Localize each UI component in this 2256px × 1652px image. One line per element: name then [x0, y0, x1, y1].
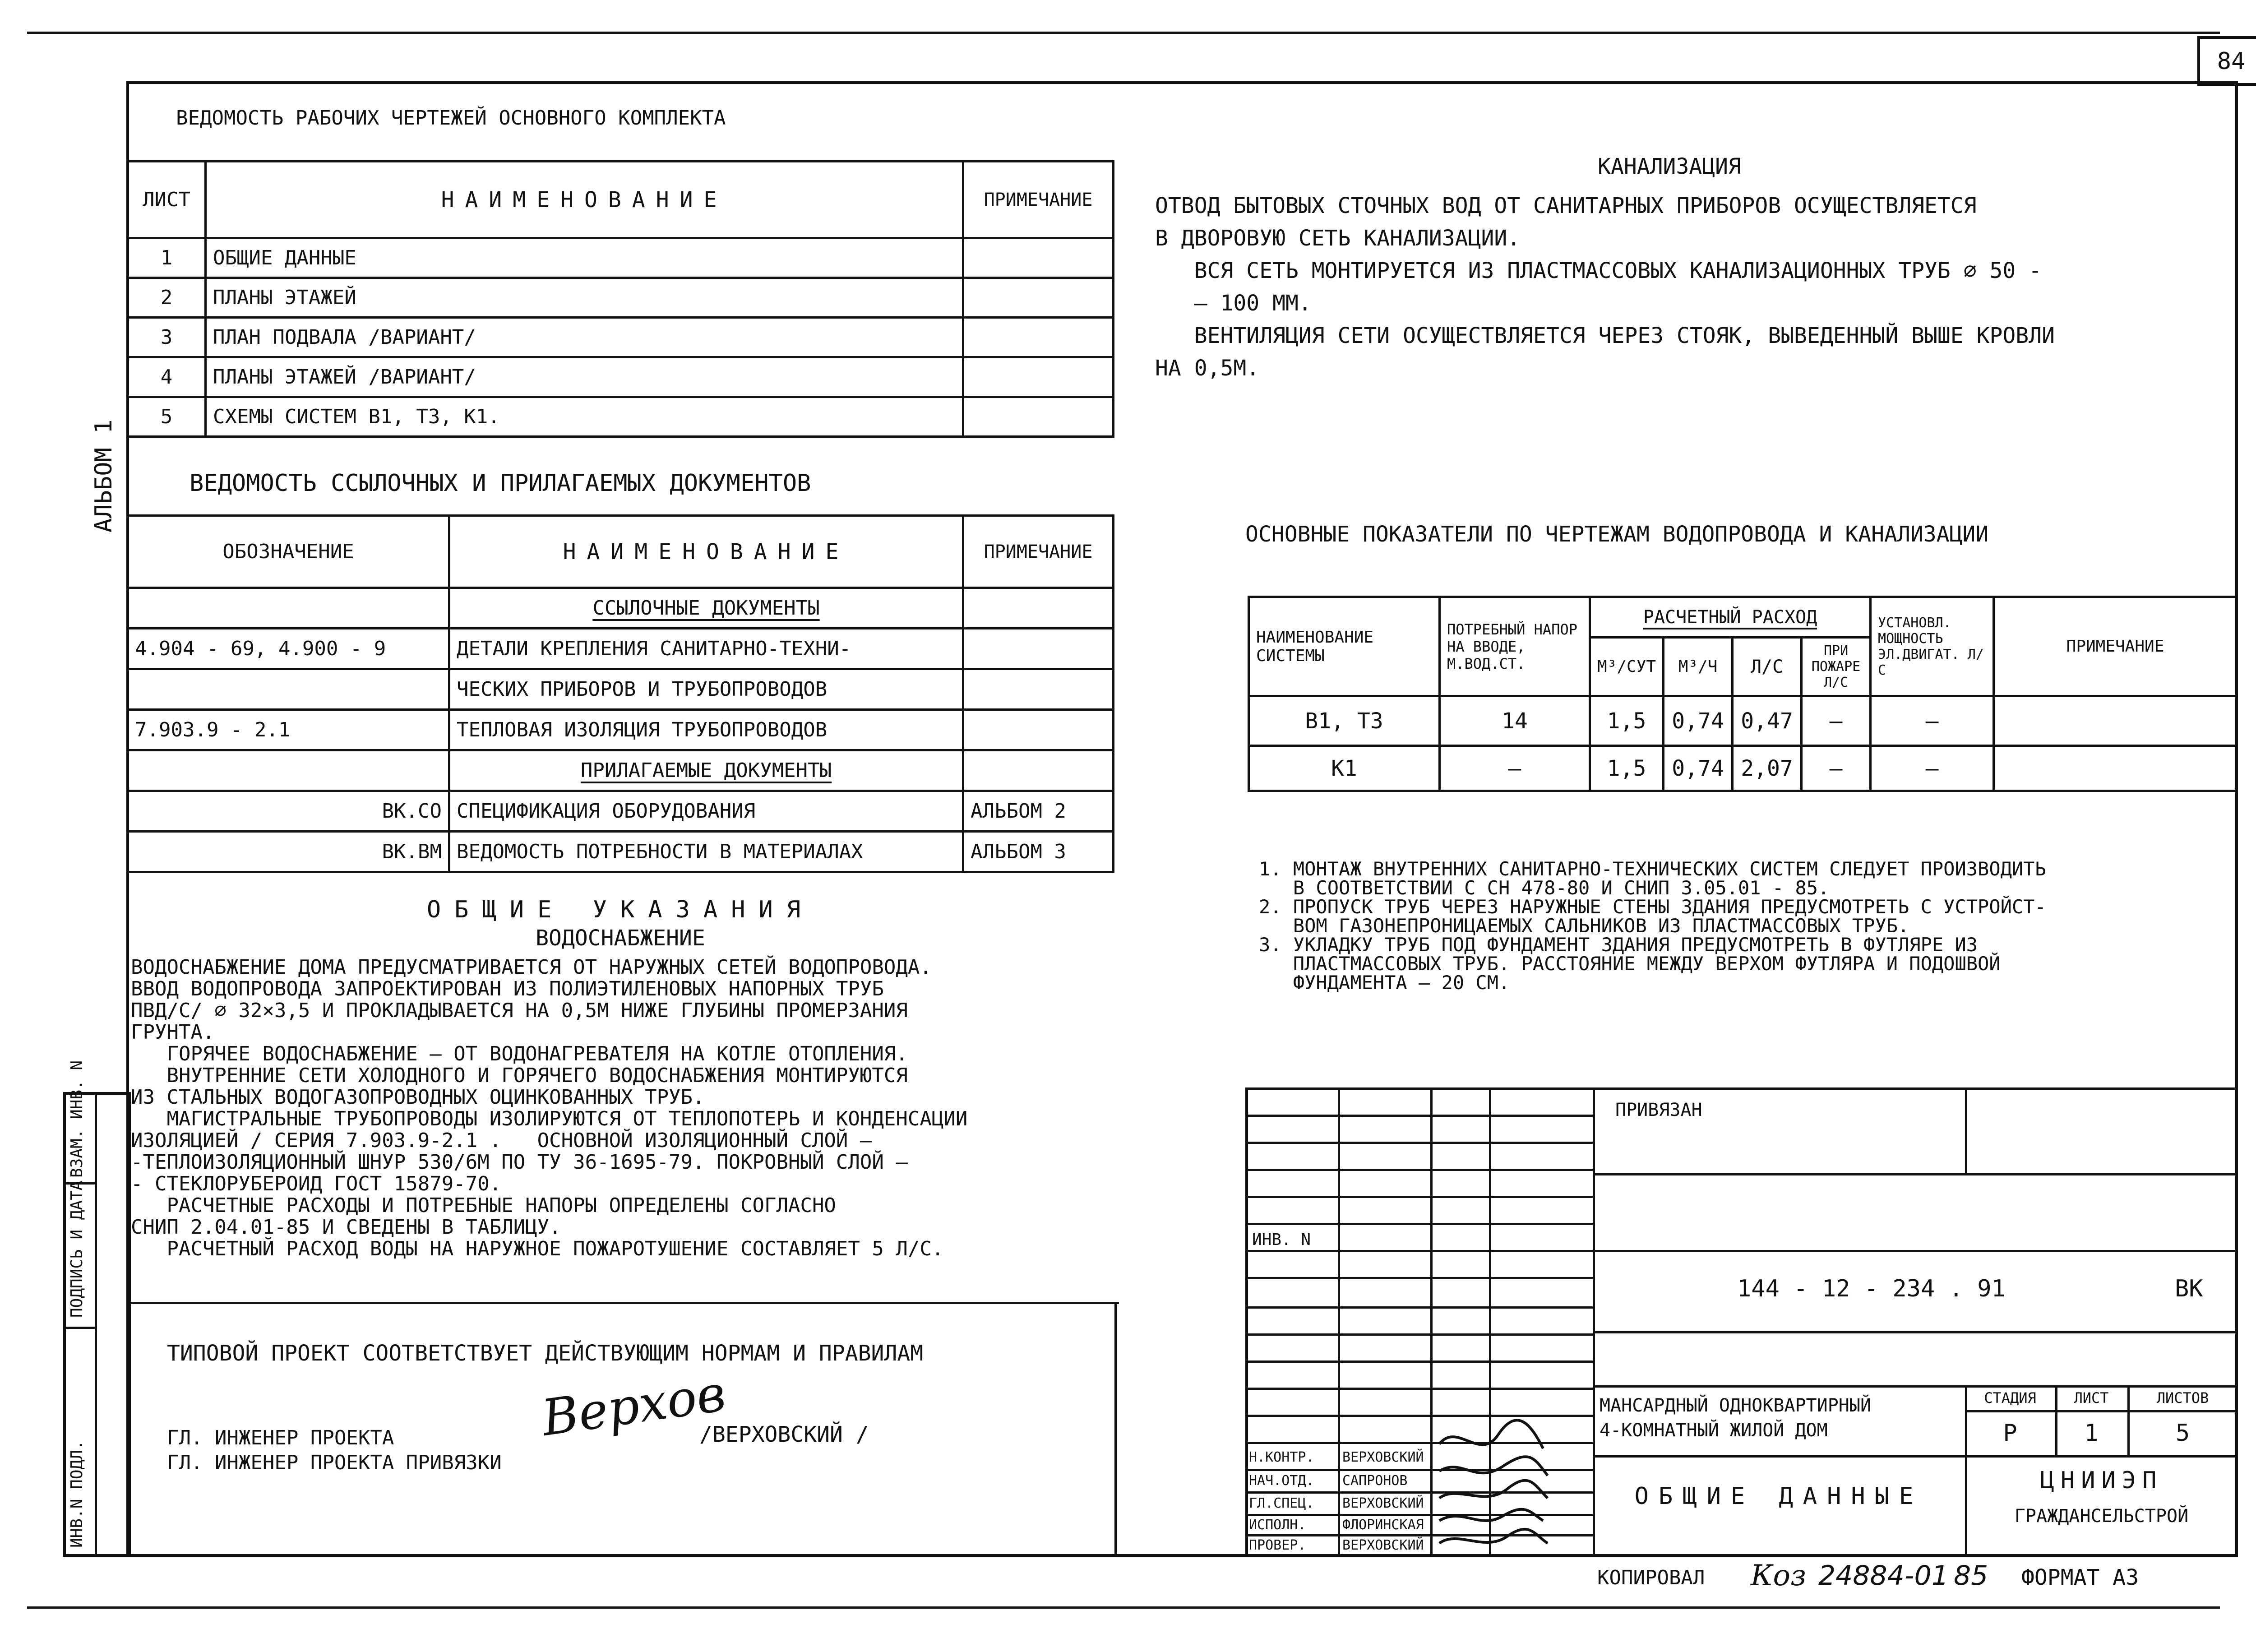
archive-number: 24884-01 — [1818, 1560, 1949, 1592]
sheet-value: 1 — [2084, 1420, 2099, 1447]
col-header-m3h: М³/Ч — [1664, 638, 1733, 696]
general-text: ВОДОСНАБЖЕНИЕ ДОМА ПРЕДУСМАТРИВАЕТСЯ ОТ НАРУЖНЫХ СЕТЕЙ ВОДОПРОВОДА. ВВОД ВОДОПРОВОДА ЗАПРОЕКТИРОВАН ИЗ ПОЛИЭТИЛЕНОВЫХ НАПОРНЫХ ТРУБ ПВД/С/ ⌀ 32×3,5 И ПРОКЛАДЫВАЕТСЯ НА 0,5М НИЖЕ ГЛУБИНЫ ПРОМЕРЗАНИЯ ГРУНТА. ГОРЯЧЕЕ ВОДОСНАБЖЕНИЕ – ОТ ВОДОНАГРЕВАТЕЛЯ НА КОТЛЕ ОТОПЛЕНИЯ. ВНУТРЕННИЕ СЕТИ ХОЛОДНОГО И ГОРЯЧЕГО ВОДОСНАБЖЕНИЯ МОНТИРУЮТСЯ ИЗ СТАЛЬНЫХ ВОДОГАЗОПРОВОДНЫХ ОЦИНКОВАННЫХ ТРУБ. МАГИСТРАЛЬНЫЕ ТРУБОПРОВОДЫ ИЗОЛИРУЮТСЯ ОТ ТЕПЛОПОТЕРЬ И КОНДЕНСАЦИИ ИЗОЛЯЦИЕЙ / СЕРИЯ 7.903.9-2.1 . ОСНОВНОЙ ИЗОЛЯЦИОННЫЙ СЛОЙ – -ТЕПЛОИЗОЛЯЦИОННЫЙ ШНУР 530/6М ПО ТУ 36-1695-79. ПОКРОВНЫЙ СЛОЙ – - СТЕКЛОРУБЕРОИД ГОСТ 15879-70. РАСЧЕТНЫЕ РАСХОДЫ И ПОТРЕБНЫЕ НАПОРЫ ОПРЕДЕЛЕНЫ СОГЛАСНО СНИП 2.04.01-85 И СВЕДЕНЫ В ТАБЛИЦУ. РАСЧЕТНЫЙ РАСХОД ВОДЫ НА НАРУЖНОЕ ПОЖАРОТУШЕНИЕ СОСТАВЛЯЕТ 5 Л/С. — [131, 956, 968, 1260]
kanal-text: ОТВОД БЫТОВЫХ СТОЧНЫХ ВОД ОТ САНИТАРНЫХ ПРИБОРОВ ОСУЩЕСТВЛЯЕТСЯ В ДВОРОВУЮ СЕТЬ КАНАЛИЗАЦИИ. ВСЯ СЕТЬ МОНТИРУЕТСЯ ИЗ ПЛАСТМАССОВЫХ КАНАЛИЗАЦИОННЫХ ТРУБ ⌀ 50 - – 100 ММ. ВЕНТИЛЯЦИЯ СЕТИ ОСУЩЕСТВЛЯЕТСЯ ЧЕРЕЗ СТОЯК, ВЫВЕДЕННЫЙ ВЫШЕ КРОВЛИ НА 0,5М. — [1155, 193, 2055, 381]
organization-line2: ГРАЖДАНСЕЛЬСТРОЙ — [2014, 1506, 2189, 1527]
col-header-note: ПРИМЕЧАНИЕ — [963, 162, 1114, 238]
role-signatures — [1430, 1381, 1593, 1557]
role-name: ВЕРХОВСКИЙ — [1342, 1449, 1424, 1465]
sheet-header: ЛИСТ — [2074, 1389, 2109, 1407]
role-label: НАЧ.ОТД. — [1249, 1473, 1314, 1489]
privyazan-label: ПРИВЯЗАН — [1615, 1100, 1702, 1120]
col-header-note: ПРИМЕЧАНИЕ — [1994, 597, 2237, 696]
sheets-value: 5 — [2175, 1420, 2190, 1447]
table-row: 4.904 - 69, 4.900 - 9 ДЕТАЛИ КРЕПЛЕНИЯ САНИТАРНО-ТЕХНИ- — [128, 629, 1114, 669]
table-row: В1, Т3 14 1,5 0,74 0,47 — — — [1249, 696, 2237, 746]
indicators-table — [1248, 596, 2238, 792]
role-name: САПРОНОВ — [1342, 1473, 1408, 1489]
col-header-note: ПРИМЕЧАНИЕ — [963, 516, 1114, 588]
table-row: 3 ПЛАН ПОДВАЛА /ВАРИАНТ/ — [128, 318, 1114, 357]
kanal-title: КАНАЛИЗАЦИЯ — [1598, 154, 1741, 179]
col-header-flow: РАСЧЕТНЫЙ РАСХОД — [1590, 597, 1871, 638]
col-header-name: НАИМЕНОВАНИЕ — [449, 516, 963, 588]
table-row: ЧЕСКИХ ПРИБОРОВ И ТРУБОПРОВОДОВ — [128, 669, 1114, 710]
project-code: 144 - 12 - 234 . 91 — [1737, 1275, 2006, 1302]
copied-label: КОПИРОВАЛ — [1597, 1566, 1705, 1589]
col-header-ls: Л/С — [1733, 638, 1802, 696]
chief-engineer-label: ГЛ. ИНЖЕНЕР ПРОЕКТА — [167, 1426, 394, 1449]
chief-engineer-binding-label: ГЛ. ИНЖЕНЕР ПРОЕКТА ПРИВЯЗКИ — [167, 1451, 502, 1474]
stage-value: Р — [2003, 1420, 2017, 1447]
col-header-m3d: М³/СУТ — [1590, 638, 1664, 696]
notes-text: 1. МОНТАЖ ВНУТРЕННИХ САНИТАРНО-ТЕХНИЧЕСКИХ СИСТЕМ СЛЕДУЕТ ПРОИЗВОДИТЬ В СООТВЕТСТВИИ С СН 478-80 И СНИП 3.05.01 - 85. 2. ПРОПУСК ТРУБ ЧЕРЕЗ НАРУЖНЫЕ СТЕНЫ ЗДАНИЯ ПРЕДУСМОТРЕТЬ С УСТРОЙСТ- ВОМ ГАЗОНЕПРОНИЦАЕМЫХ САЛЬНИКОВ ИЗ ПЛАСТМАССОВЫХ ТРУБ. 3. УКЛАДКУ ТРУБ ПОД ФУНДАМЕНТ ЗДАНИЯ ПРЕДУСМОТРЕТЬ В ФУТЛЯРЕ ИЗ ПЛАСТМАССОВЫХ ТРУБ. РАССТОЯНИЕ МЕЖДУ ВЕРХОМ ФУТЛЯРА И ПОДОШВОЙ ФУНДАМЕНТА – 20 СМ. — [1259, 858, 2046, 994]
col-header-fire: ПРИ ПОЖАРЕ Л/С — [1802, 638, 1871, 696]
col-header-head: ПОТРЕБНЫЙ НАПОР НА ВВОДЕ, М.ВОД.СТ. — [1440, 597, 1590, 696]
role-name: ФЛОРИНСКАЯ — [1342, 1517, 1424, 1533]
col-header-system: НАИМЕНОВАНИЕ СИСТЕМЫ — [1249, 597, 1440, 696]
compliance-divider — [126, 1302, 1119, 1304]
project-name-line1: МАНСАРДНЫЙ ОДНОКВАРТИРНЫЙ — [1600, 1395, 1872, 1416]
vedomost-refs-table — [126, 514, 1114, 873]
copied-signature: Коз — [1751, 1559, 1806, 1592]
col-header-power: УСТАНОВЛ. МОЩНОСТЬ ЭЛ.ДВИГАТ. Л/С — [1871, 597, 1994, 696]
vedomost-refs-title: ВЕДОМОСТЬ ССЫЛОЧНЫХ И ПРИЛАГАЕМЫХ ДОКУМЕНТОВ — [190, 470, 811, 497]
table-row: ВК.ВМ ВЕДОМОСТЬ ПОТРЕБНОСТИ В МАТЕРИАЛАХ АЛЬБОМ 3 — [128, 832, 1114, 872]
table-row: 5 СХЕМЫ СИСТЕМ В1, Т3, К1. — [128, 397, 1114, 437]
compliance-right-line — [1114, 1302, 1117, 1555]
general-title: ОБЩИЕ УКАЗАНИЯ — [426, 896, 814, 923]
section-att-label: ПРИЛАГАЕМЫЕ ДОКУМЕНТЫ — [580, 759, 832, 782]
organization-line1: ЦНИИЭП — [2040, 1467, 2163, 1494]
section-ref-label: ССЫЛОЧНЫЕ ДОКУМЕНТЫ — [592, 597, 820, 620]
archive-sheet-number: 85 — [1954, 1560, 1988, 1592]
document-title: ОБЩИЕ ДАННЫЕ — [1634, 1483, 1923, 1510]
general-subtitle: ВОДОСНАБЖЕНИЕ — [536, 925, 705, 951]
stage-header: СТАДИЯ — [1984, 1389, 2036, 1407]
side-stamp-divider — [95, 1092, 97, 1557]
album-side-label: АЛЬБОМ 1 — [90, 419, 117, 532]
table-row: 1 ОБЩИЕ ДАННЫЕ — [128, 238, 1114, 278]
table-row: 7.903.9 - 2.1 ТЕПЛОВАЯ ИЗОЛЯЦИЯ ТРУБОПРОВОДОВ — [128, 710, 1114, 750]
sheets-header: ЛИСТОВ — [2156, 1389, 2209, 1407]
col-header-code: ОБОЗНАЧЕНИЕ — [128, 516, 449, 588]
col-header-sheet: ЛИСТ — [128, 162, 206, 238]
indicators-title: ОСНОВНЫЕ ПОКАЗАТЕЛИ ПО ЧЕРТЕЖАМ ВОДОПРОВОДА И КАНАЛИЗАЦИИ — [1245, 522, 1989, 547]
top-border-line — [27, 32, 2220, 34]
table-row: 2 ПЛАНЫ ЭТАЖЕЙ — [128, 278, 1114, 318]
chief-engineer-name: /ВЕРХОВСКИЙ / — [699, 1422, 869, 1447]
side-stamp-inv: ИНВ.N ПОДЛ. — [68, 1440, 86, 1548]
bottom-border-line — [27, 1606, 2220, 1609]
inv-label: ИНВ. N — [1252, 1231, 1311, 1249]
format-label: ФОРМАТ А3 — [2021, 1565, 2139, 1590]
role-name: ВЕРХОВСКИЙ — [1342, 1537, 1424, 1553]
table-row: ВК.СО СПЕЦИФИКАЦИЯ ОБОРУДОВАНИЯ АЛЬБОМ 2 — [128, 791, 1114, 832]
project-name-line2: 4-КОМНАТНЫЙ ЖИЛОЙ ДОМ — [1600, 1420, 1828, 1441]
sheet-number: 84 — [2217, 48, 2246, 75]
role-name: ВЕРХОВСКИЙ — [1342, 1495, 1424, 1511]
table-row: 4 ПЛАНЫ ЭТАЖЕЙ /ВАРИАНТ/ — [128, 357, 1114, 397]
col-header-name: НАИМЕНОВАНИЕ — [206, 162, 963, 238]
table-row: К1 — 1,5 0,74 2,07 — — — [1249, 746, 2237, 791]
chief-signature: Верхов — [538, 1364, 729, 1447]
vedomost-main-table — [126, 160, 1114, 438]
side-stamp-vzam: ВЗАМ. ИНВ. N — [68, 1060, 86, 1178]
role-label: ГЛ.СПЕЦ. — [1249, 1495, 1314, 1511]
side-stamp-sign: ПОДПИСЬ И ДАТА — [68, 1180, 86, 1318]
role-label: ПРОВЕР. — [1249, 1537, 1306, 1553]
role-label: Н.КОНТР. — [1249, 1449, 1314, 1465]
vedomost-main-title: ВЕДОМОСТЬ РАБОЧИХ ЧЕРТЕЖЕЙ ОСНОВНОГО КОМПЛЕКТА — [176, 106, 726, 130]
compliance-text: ТИПОВОЙ ПРОЕКТ СООТВЕТСТВУЕТ ДЕЙСТВУЮЩИМ НОРМАМ И ПРАВИЛАМ — [167, 1341, 924, 1366]
document-mark: ВК — [2175, 1275, 2203, 1302]
role-label: ИСПОЛН. — [1249, 1517, 1306, 1533]
